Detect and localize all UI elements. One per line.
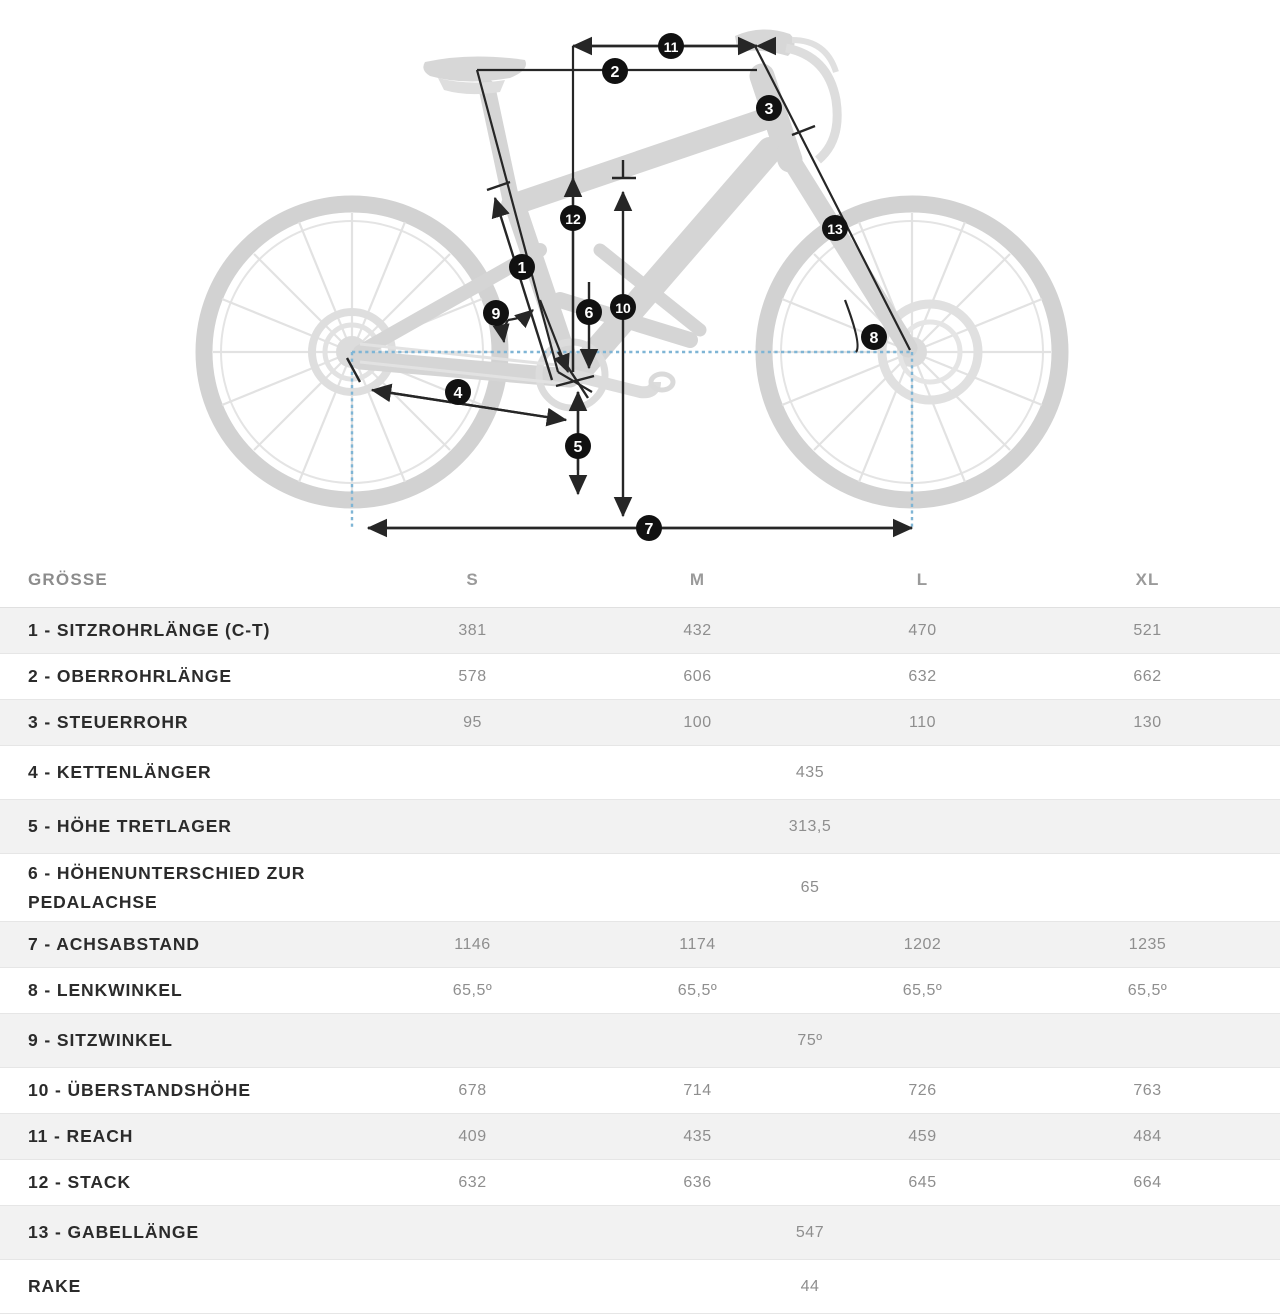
row-label-lenkwinkel: 8 - LENKWINKEL xyxy=(28,980,183,1001)
row-label-stack: 12 - STACK xyxy=(28,1172,131,1193)
row-value-stack-l: 645 xyxy=(908,1173,937,1191)
badge-6 xyxy=(576,299,602,325)
row-value-steuerrohr-xl: 130 xyxy=(1133,713,1162,731)
row-value-oberrohrlaenge-xl: 662 xyxy=(1133,667,1162,685)
row-value-ueberstandshoehe-l: 726 xyxy=(908,1081,937,1099)
badge-label: 7 xyxy=(644,521,654,538)
row-value-reach-l: 459 xyxy=(908,1127,937,1145)
badge-label: 12 xyxy=(565,211,581,227)
row-value-stack-s: 632 xyxy=(458,1173,487,1191)
row-value-reach-xl: 484 xyxy=(1133,1127,1162,1145)
row-value-oberrohrlaenge-m: 606 xyxy=(683,667,712,685)
seat-tube-line xyxy=(477,70,558,372)
row-value-steuerrohr-m: 100 xyxy=(683,713,712,731)
row-value-ueberstandshoehe-m: 714 xyxy=(683,1081,712,1099)
badge-4 xyxy=(445,379,471,405)
badge-label: 8 xyxy=(869,330,879,347)
row-value-sitzrohrlaenge-xl: 521 xyxy=(1133,621,1162,639)
row-value-achsabstand-s: 1146 xyxy=(454,935,491,953)
row-value-reach-s: 409 xyxy=(458,1127,487,1145)
row-value-achsabstand-m: 1174 xyxy=(679,935,716,953)
badge-10 xyxy=(610,294,636,320)
badge-5 xyxy=(565,433,591,459)
header-size-s: S xyxy=(466,569,479,589)
row-value-steuerrohr-s: 95 xyxy=(463,713,482,731)
badge-label: 13 xyxy=(827,221,843,237)
table-row xyxy=(0,1014,1280,1068)
row-label-oberrohrlaenge: 2 - OBERROHRLÄNGE xyxy=(28,666,232,687)
row-label-ueberstandshoehe: 10 - ÜBERSTANDSHÖHE xyxy=(28,1080,251,1101)
badge-7 xyxy=(636,515,662,541)
badge-label: 3 xyxy=(764,101,774,118)
row-label-hoehenunterschied: 6 - HÖHENUNTERSCHIED ZUR PEDALACHSE xyxy=(28,862,306,912)
badge-2 xyxy=(602,58,628,84)
badge-label: 1 xyxy=(517,260,527,277)
row-value-lenkwinkel-s: 65,5º xyxy=(452,981,493,999)
row-value-sitzwinkel: 75º xyxy=(797,1031,823,1049)
row-value-rake: 44 xyxy=(800,1277,820,1295)
row-value-lenkwinkel-l: 65,5º xyxy=(902,981,943,999)
table-body xyxy=(0,608,1280,1314)
row-value-oberrohrlaenge-l: 632 xyxy=(908,667,937,685)
table-row xyxy=(0,700,1280,746)
table-row xyxy=(0,1160,1280,1206)
row-value-sitzrohrlaenge-l: 470 xyxy=(908,621,937,639)
badge-13 xyxy=(822,215,848,241)
row-value-hoehe-tretlager: 313,5 xyxy=(788,817,832,835)
row-value-oberrohrlaenge-s: 578 xyxy=(458,667,487,685)
badge-label: 10 xyxy=(615,300,631,316)
badge-9 xyxy=(483,300,509,326)
table-row xyxy=(0,608,1280,654)
bike-geometry-diagram xyxy=(0,0,1280,552)
badge-11 xyxy=(658,33,684,59)
badge-label: 9 xyxy=(491,306,501,323)
row-label-kettenlaenger: 4 - KETTENLÄNGER xyxy=(28,762,212,783)
badge-label: 2 xyxy=(610,64,620,81)
row-value-hoehenunterschied: 65 xyxy=(800,878,820,896)
badge-12 xyxy=(560,205,586,231)
row-value-reach-m: 435 xyxy=(683,1127,712,1145)
table-row xyxy=(0,1260,1280,1314)
row-value-steuerrohr-l: 110 xyxy=(908,713,936,731)
bike-silhouette xyxy=(204,29,1060,500)
row-label-achsabstand: 7 - ACHSABSTAND xyxy=(28,934,200,955)
badge-label: 11 xyxy=(663,39,679,55)
row-label-sitzrohrlaenge: 1 - SITZROHRLÄNGE (C-T) xyxy=(28,620,271,641)
row-label-rake: RAKE xyxy=(28,1276,82,1297)
row-label-sitzwinkel: 9 - SITZWINKEL xyxy=(28,1030,173,1051)
row-label-gabellaenge: 13 - GABELLÄNGE xyxy=(28,1222,200,1243)
row-value-achsabstand-xl: 1235 xyxy=(1128,935,1167,953)
row-value-lenkwinkel-m: 65,5º xyxy=(677,981,718,999)
row-value-ueberstandshoehe-xl: 763 xyxy=(1133,1081,1162,1099)
badge-label: 4 xyxy=(453,385,463,402)
row-value-ueberstandshoehe-s: 678 xyxy=(458,1081,487,1099)
row-label-reach: 11 - REACH xyxy=(28,1126,134,1147)
header-size-label: GRÖSSE xyxy=(28,569,108,589)
row-value-lenkwinkel-xl: 65,5º xyxy=(1127,981,1168,999)
table-row xyxy=(0,922,1280,968)
badge-label: 5 xyxy=(573,439,583,456)
row-value-sitzrohrlaenge-s: 381 xyxy=(458,621,487,639)
row-label-steuerrohr: 3 - STEUERROHR xyxy=(28,712,189,733)
table-row xyxy=(0,968,1280,1014)
geometry-table xyxy=(0,552,1280,1314)
table-row xyxy=(0,746,1280,800)
badge-label: 6 xyxy=(584,305,594,322)
table-row xyxy=(0,800,1280,854)
badge-3 xyxy=(756,95,782,121)
row-value-achsabstand-l: 1202 xyxy=(903,935,942,953)
row-value-gabellaenge: 547 xyxy=(795,1223,825,1241)
header-size-xl: XL xyxy=(1135,569,1160,589)
header-size-l: L xyxy=(916,569,929,589)
table-header-row xyxy=(0,552,1280,608)
badge-8 xyxy=(861,324,887,350)
row-value-kettenlaenger: 435 xyxy=(795,763,825,781)
table-row xyxy=(0,1206,1280,1260)
table-row xyxy=(0,1068,1280,1114)
row-label-hoehe-tretlager: 5 - HÖHE TRETLAGER xyxy=(28,816,232,837)
row-value-stack-m: 636 xyxy=(683,1173,712,1191)
row-value-sitzrohrlaenge-m: 432 xyxy=(683,621,712,639)
header-size-m: M xyxy=(689,569,706,589)
table-row xyxy=(0,654,1280,700)
table-row xyxy=(0,1114,1280,1160)
row-value-stack-xl: 664 xyxy=(1133,1173,1162,1191)
table-row xyxy=(0,854,1280,922)
axle-guide-lines xyxy=(352,352,912,528)
badge-1 xyxy=(509,254,535,280)
